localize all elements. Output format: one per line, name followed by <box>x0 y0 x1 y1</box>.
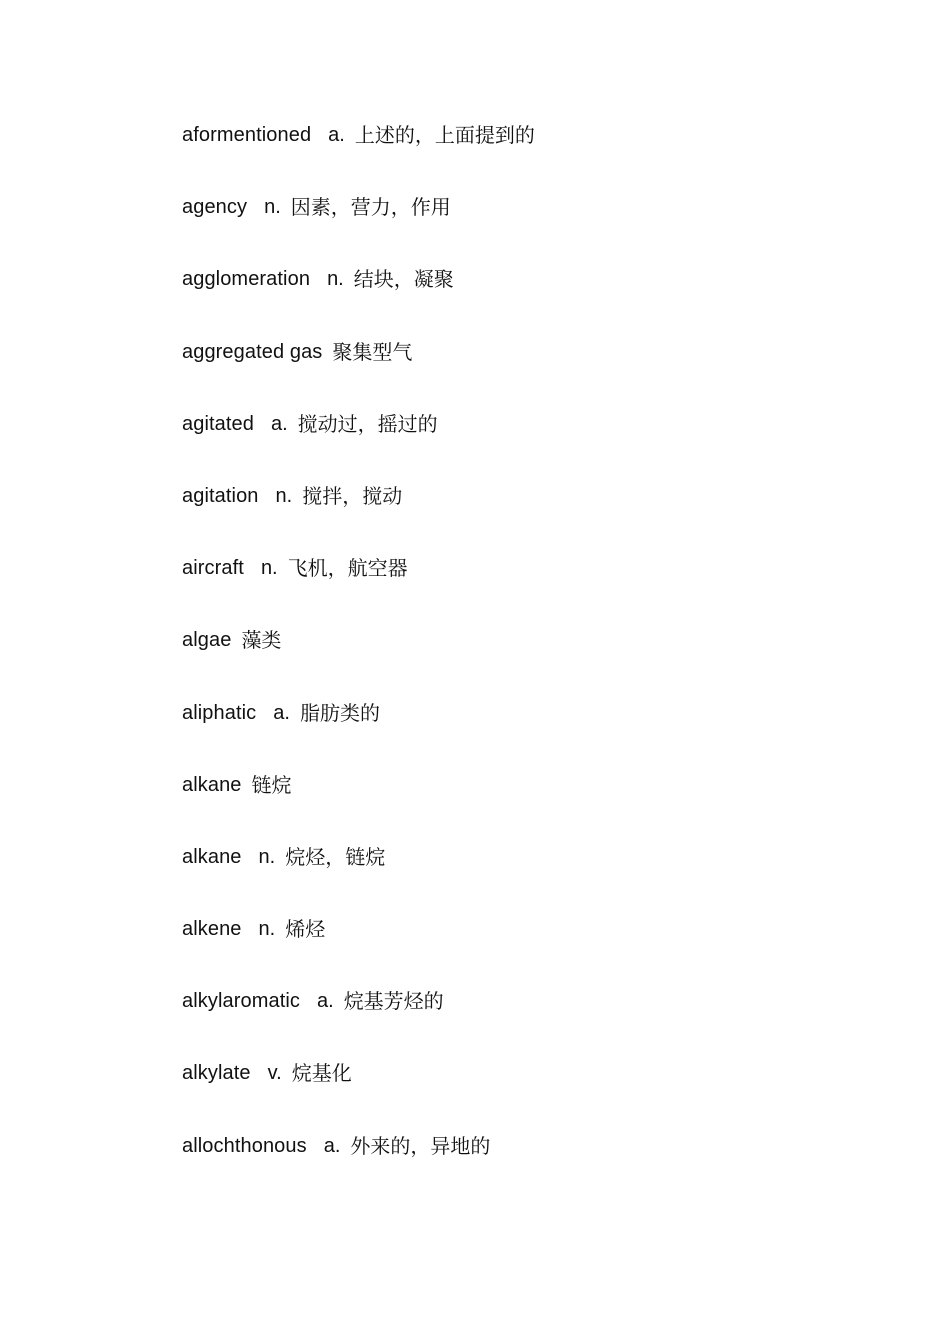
entry-term: agglomeration <box>182 268 311 291</box>
entry-definition: 链烷 <box>251 772 292 797</box>
entry-definition: 藻类 <box>241 628 282 653</box>
glossary-entry <box>182 407 535 479</box>
entry-term: alkene <box>182 918 242 941</box>
entry-term: allochthonous <box>182 1134 307 1157</box>
entry-part-of-speech: n. <box>264 196 281 219</box>
entry-part-of-speech: a. <box>323 1134 341 1157</box>
glossary-list <box>182 118 535 1201</box>
entry-term: aformentioned <box>182 124 312 146</box>
entry-term: aggregated gas <box>182 340 323 363</box>
glossary-entry <box>182 984 535 1056</box>
entry-definition: 烷基芳烃的 <box>343 989 444 1014</box>
entry-part-of-speech: a. <box>270 412 288 435</box>
entry-definition: 搅动过，摇过的 <box>297 411 438 436</box>
entry-definition: 搅拌，搅动 <box>302 483 403 508</box>
entry-part-of-speech: a. <box>273 701 290 724</box>
entry-definition: 烯烃 <box>285 917 326 942</box>
entry-part-of-speech: n. <box>327 268 344 291</box>
glossary-entry <box>182 335 535 407</box>
entry-term: agitated <box>182 412 254 435</box>
entry-definition: 脂肪类的 <box>299 700 380 725</box>
entry-term: aircraft <box>182 557 244 580</box>
glossary-entry <box>182 262 535 334</box>
glossary-entry <box>182 1129 535 1201</box>
glossary-entry <box>182 479 535 551</box>
entry-part-of-speech: a. <box>328 124 345 146</box>
glossary-entry <box>182 1056 535 1128</box>
entry-definition: 聚集型气 <box>332 339 413 364</box>
entry-term: agitation <box>182 484 259 507</box>
entry-definition: 烷基化 <box>291 1061 352 1086</box>
entry-part-of-speech: n. <box>275 484 293 507</box>
entry-term: alkane <box>182 773 242 796</box>
glossary-entry <box>182 623 535 695</box>
entry-part-of-speech: n. <box>258 845 276 868</box>
glossary-entry <box>182 190 535 262</box>
entry-part-of-speech: n. <box>258 918 276 941</box>
entry-definition: 外来的，异地的 <box>350 1133 491 1158</box>
entry-definition: 烷烃，链烷 <box>285 844 386 869</box>
glossary-entry <box>182 912 535 984</box>
entry-definition: 结块，凝聚 <box>353 267 454 292</box>
entry-part-of-speech: v. <box>267 1062 282 1085</box>
glossary-entry <box>182 696 535 768</box>
entry-term: alkane <box>182 845 242 868</box>
entry-definition: 因素，营力，作用 <box>290 195 451 220</box>
glossary-entry <box>182 840 535 912</box>
entry-definition: 飞机，航空器 <box>287 556 408 581</box>
entry-term: alkylate <box>182 1062 251 1085</box>
glossary-entry <box>182 768 535 840</box>
entry-part-of-speech: n. <box>260 557 278 580</box>
entry-term: algae <box>182 629 232 652</box>
entry-part-of-speech: a. <box>317 990 334 1013</box>
entry-term: alkylaromatic <box>182 990 300 1013</box>
entry-term: agency <box>182 196 248 219</box>
glossary-entry <box>182 551 535 623</box>
entry-term: aliphatic <box>182 701 257 724</box>
glossary-entry <box>182 118 535 190</box>
entry-definition: 上述的，上面提到的 <box>354 123 535 147</box>
